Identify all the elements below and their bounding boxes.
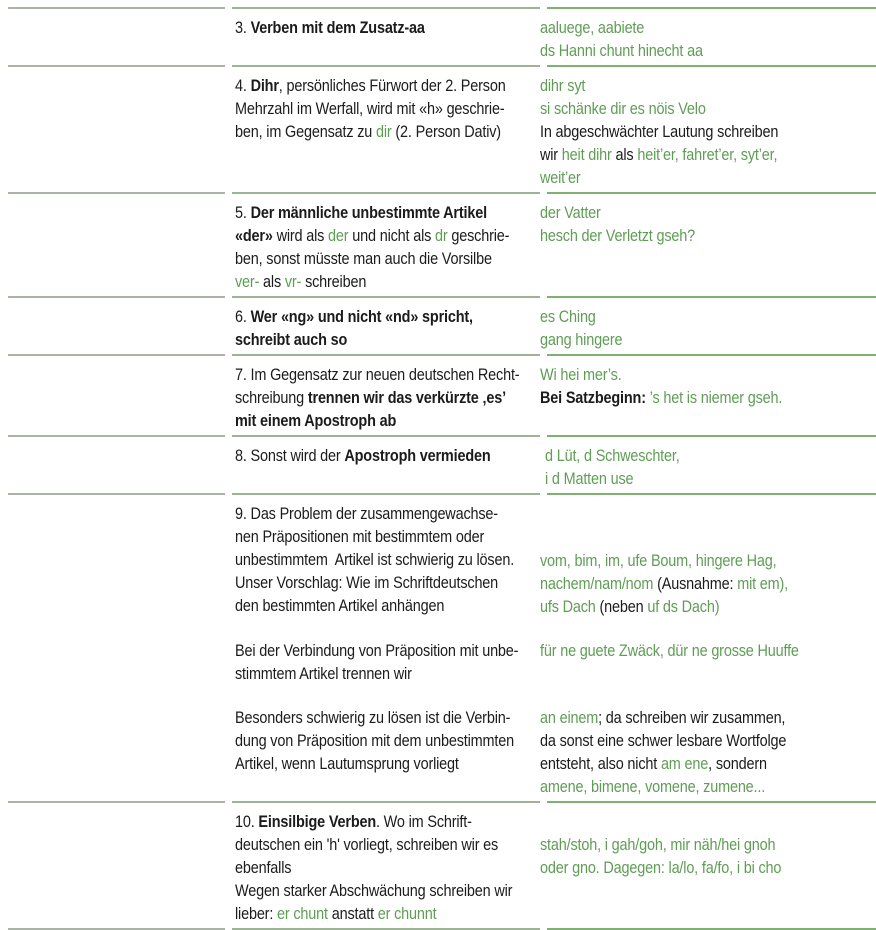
example-line [540,856,826,879]
rule-block [235,363,539,432]
example-line [540,201,826,224]
rule-line [235,444,493,467]
example-column [539,444,876,490]
rule-line [235,201,493,224]
example-column [539,363,876,409]
divider-segment [547,435,876,437]
text-segment: dihr syt [540,76,586,95]
text-segment: mit em), [737,574,789,593]
divider-gap [225,493,232,495]
text-segment: mit einem Apostroph ab [235,411,397,430]
example-line [540,595,826,618]
rule-line [235,224,510,247]
example-line [540,572,826,595]
text-segment: uf ds Dach) [647,597,720,616]
text-segment: heit dihr [561,145,612,164]
example-block [540,74,876,189]
row-divider [8,493,876,495]
text-segment: , persönliches Fürwort der 2. Person [278,76,506,95]
example-block [540,201,876,247]
text-segment: si schänke dir es nöis Velo [540,99,706,118]
divider-segment [8,493,225,495]
rule-line [235,525,493,548]
divider-segment [8,435,225,437]
divider-segment [8,354,225,356]
example-column [539,502,876,798]
divider-gap [225,7,232,9]
divider-segment [8,296,225,298]
example-line [540,363,826,386]
text-segment: anstatt [327,904,378,923]
example-line [540,97,826,120]
rule-line [235,74,506,97]
rule-line [235,594,493,617]
divider-gap [540,801,547,803]
text-segment: trennen wir das verkürzte ‚es’ [307,388,506,407]
example-column [539,201,876,247]
text-segment: da sonst eine schwer lesbare Wortfolge [540,731,787,750]
rule-line [235,120,501,143]
text-segment: Artikel, wenn Lautumsprung vorliegt [235,754,459,773]
table-row-rule-9 [0,495,876,801]
text-segment: der Vatter [540,203,601,222]
text-segment: für ne guete Zwäck, dür ne grosse Huuffe [540,641,799,660]
text-segment: Verben mit dem Zusatz-aa [250,18,425,37]
divider-gap [540,493,547,495]
divider-segment [8,65,225,67]
text-segment: als [259,272,285,291]
rule-line [235,305,493,328]
rule-column [227,201,539,293]
rule-block [235,201,539,293]
divider-segment [232,192,540,194]
text-segment: 5. [235,203,251,222]
text-segment: amene, bimene, vomene, zumene... [540,777,766,796]
divider-segment [547,65,876,67]
text-segment: deutschen ein 'h' vorliegt, schreiben wir es [235,835,499,854]
text-segment: ds Hanni chunt hinecht aa [540,41,703,60]
divider-segment [8,7,225,9]
rule-column [227,444,539,467]
example-block [540,706,876,798]
text-segment: Besonders schwierig zu lösen ist die Verbin- [235,708,511,727]
text-segment: ufs Dach [540,597,596,616]
example-line [545,467,826,490]
text-segment: Unser Vorschlag: Wie im Schriftdeutschen [235,573,499,592]
text-segment: den bestimmten Artikel anhängen [235,596,445,615]
divider-gap [225,296,232,298]
rule-line [235,902,493,925]
divider-segment [547,354,876,356]
text-segment: 10. [235,812,259,831]
example-line [540,74,826,97]
text-segment: ebenfalls [235,858,292,877]
example-line [540,120,826,143]
example-line [540,775,826,798]
text-segment: ver- [235,272,260,291]
example-column [539,810,876,879]
divider-segment [547,7,876,9]
example-block [540,833,876,879]
text-segment: (Ausnahme: [653,574,738,593]
rule-column [227,16,539,39]
rule-block [235,639,539,685]
text-segment: am ene [660,754,709,773]
divider-gap [540,7,547,9]
example-line [540,16,826,39]
example-line [545,444,826,467]
text-segment: dr [435,226,448,245]
row-divider [8,435,876,437]
row-divider [8,354,876,356]
text-segment: und nicht als [348,226,436,245]
table-row-rule-6 [0,298,876,354]
divider-segment [232,801,540,803]
example-line [540,143,826,166]
example-line [540,729,826,752]
example-line [540,639,826,662]
divider-segment [8,192,225,194]
table-row-rule-7 [0,356,876,435]
divider-gap [225,801,232,803]
divider-gap [225,435,232,437]
table-row-rule-5 [0,194,876,296]
rule-column [227,810,539,925]
text-segment: unbestimmtem Artikel ist schwierig zu lösen. [235,550,515,569]
text-segment: Der männliche unbestimmte Artikel [250,203,487,222]
text-segment: (2. Person Dativ) [391,122,501,141]
text-segment: an einem [540,708,599,727]
rule-line [235,247,493,270]
text-segment: ben, sonst müsste man auch die Vorsilbe [235,249,492,268]
text-segment: vr- [284,272,302,291]
rule-line [235,879,513,902]
text-segment: Bei Satzbeginn: [540,388,646,407]
divider-segment [547,296,876,298]
example-line [540,328,826,351]
text-segment: In abgeschwächter Lautung schreiben [540,122,779,141]
text-segment: nen Präpositionen mit bestimmtem oder [235,527,485,546]
rule-line [235,810,493,833]
text-segment: aaluege, aabiete [540,18,645,37]
rule-line [235,270,493,293]
divider-gap [540,296,547,298]
text-segment: d Lüt, d Schweschter, [545,446,680,465]
text-segment: geschrie- [447,226,510,245]
example-block [540,639,876,662]
rule-block [235,706,539,775]
example-block [540,305,876,351]
text-segment: 4. [235,76,251,95]
divider-segment [547,192,876,194]
divider-gap [225,354,232,356]
row-divider [8,801,876,803]
divider-segment [232,7,540,9]
table-row-rule-8 [0,437,876,493]
divider-gap [540,354,547,356]
text-segment: i d Matten use [545,469,634,488]
row-divider [8,7,876,9]
divider-segment [232,296,540,298]
text-segment: . Wo im Schrift- [375,812,472,831]
example-line [540,752,826,775]
text-segment: Einsilbige Verben [258,812,376,831]
example-line [540,833,826,856]
text-segment: 8. Sonst wird der [235,446,345,465]
divider-gap [225,192,232,194]
example-block [540,549,876,618]
example-line [540,39,826,62]
rule-column [227,502,539,775]
text-segment: der [328,226,349,245]
rule-block [235,444,539,467]
text-segment: «der» [235,226,273,245]
divider-segment [8,801,225,803]
text-segment: (neben [595,597,648,616]
rule-line [235,502,498,525]
rule-line [235,833,499,856]
text-segment: er chunnt [377,904,437,923]
text-segment: Dihr [250,76,279,95]
text-segment: hesch der Verletzt gseh? [540,226,695,245]
text-segment: schreibt auch so [235,330,348,349]
example-line [540,305,826,328]
rule-line [235,571,499,594]
rule-block [235,74,539,143]
rule-line [235,386,506,409]
example-line [540,224,826,247]
text-segment: entsteht, also nicht [540,754,661,773]
example-block [545,444,876,490]
divider-gap [540,435,547,437]
text-segment: er chunt [277,904,328,923]
divider-gap [540,192,547,194]
rule-column [227,74,539,143]
text-segment: Bei der Verbindung von Präposition mit unbe- [235,641,519,660]
text-segment: schreiben [301,272,367,291]
divider-segment [547,493,876,495]
text-segment: dir [376,122,392,141]
example-block [540,16,876,62]
row-divider [8,192,876,194]
divider-segment [547,801,876,803]
text-segment: Wer «ng» und nicht «nd» spricht, [250,307,473,326]
text-segment: als [611,145,638,164]
table-row-rule-4 [0,67,876,192]
divider-segment [232,435,540,437]
rule-line [235,662,493,685]
table-row-rule-10 [0,803,876,928]
text-segment: vom, bim, im, ufe Boum, hingere Hag, [540,551,777,570]
divider-segment [232,493,540,495]
text-segment: wird als [272,226,329,245]
text-segment: 3. [235,18,251,37]
text-segment: stimmtem Artikel trennen wir [235,664,412,683]
text-segment: ’s het is niemer gseh. [649,388,783,407]
text-segment: lieber: [235,904,278,923]
rule-line [235,363,520,386]
rule-line [235,706,511,729]
rule-block [235,810,539,925]
text-segment: gang hingere [540,330,623,349]
rule-line [235,856,493,879]
text-segment: weit’er [540,168,581,187]
rule-line [235,752,493,775]
text-segment: 7. Im Gegensatz zur neuen deutschen Recht- [235,365,520,384]
table-row-rule-3 [0,9,876,65]
divider-segment [232,65,540,67]
example-column [539,74,876,189]
text-segment: Mehrzahl im Werfall, wird mit «h» geschrie- [235,99,505,118]
divider-segment [232,354,540,356]
text-segment: Wi hei mer’s. [540,365,622,384]
example-line [540,549,826,572]
text-segment: Wegen starker Abschwächung schreiben wir [235,881,513,900]
text-segment: dung von Präposition mit dem unbestimmten [235,731,514,750]
text-segment: , sondern [708,754,767,773]
text-segment: ; da schreiben wir zusammen, [598,708,786,727]
rule-line [235,16,493,39]
rule-line [235,409,493,432]
text-segment: Apostroph vermieden [344,446,491,465]
text-segment: stah/stoh, i gah/goh, mir näh/hei gnoh [540,835,776,854]
text-segment: wir [540,145,562,164]
rule-column [227,305,539,351]
text-segment: schreibung [235,388,308,407]
text-segment: 6. [235,307,251,326]
text-segment: nachem/nam/nom [540,574,654,593]
example-line [540,706,826,729]
rule-line [235,639,519,662]
example-line [540,166,826,189]
rule-block [235,16,539,39]
example-column [539,16,876,62]
divider-gap [540,65,547,67]
rule-block [235,502,539,617]
text-segment: heit’er, fahret’er, syt’er, [637,145,778,164]
rule-column [227,363,539,432]
text-segment: oder gno. Dagegen: la/lo, fa/fo, i bi cho [540,858,782,877]
rule-line [235,729,514,752]
rule-line [235,548,515,571]
example-block [540,363,876,409]
text-segment: ben, im Gegensatz zu [235,122,377,141]
row-divider [8,65,876,67]
rule-line [235,328,493,351]
rule-line [235,97,505,120]
row-divider [8,296,876,298]
text-segment: 9. Das Problem der zusammengewachse- [235,504,498,523]
example-line [540,386,826,409]
text-segment: es Ching [540,307,596,326]
example-column [539,305,876,351]
divider-gap [225,65,232,67]
rule-block [235,305,539,351]
